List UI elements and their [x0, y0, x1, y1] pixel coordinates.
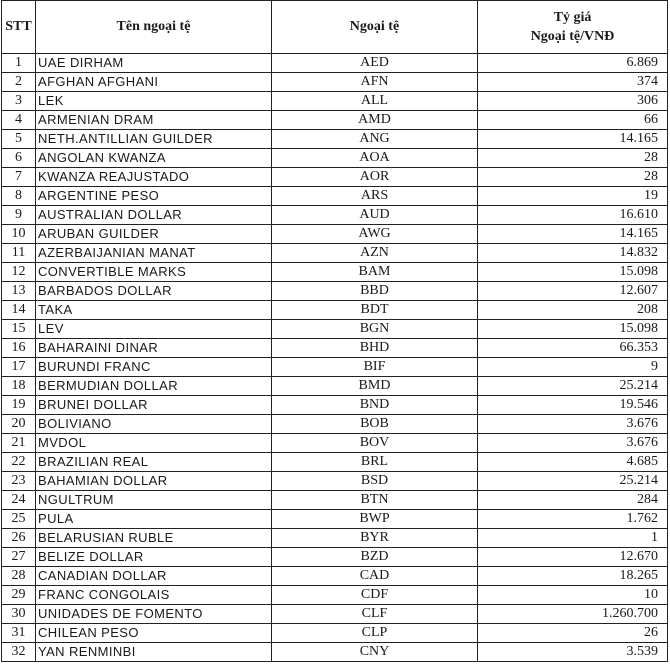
- table-row: [2, 301, 668, 320]
- table-row: [2, 491, 668, 510]
- row-number: 11: [2, 244, 36, 263]
- row-number: 7: [2, 168, 36, 187]
- row-number: 22: [2, 453, 36, 472]
- currency-code: CLF: [272, 605, 478, 624]
- row-number: 13: [2, 282, 36, 301]
- currency-code: CNY: [272, 643, 478, 662]
- exchange-rate: 14.165: [478, 130, 668, 149]
- row-number: 24: [2, 491, 36, 510]
- row-number: 16: [2, 339, 36, 358]
- table-row: [2, 643, 668, 662]
- row-number: 17: [2, 358, 36, 377]
- currency-code: BHD: [272, 339, 478, 358]
- row-number: 2: [2, 73, 36, 92]
- row-number: 23: [2, 472, 36, 491]
- currency-name: ARGENTINE PESO: [36, 187, 272, 206]
- row-number: 20: [2, 415, 36, 434]
- currency-name: FRANC CONGOLAIS: [36, 586, 272, 605]
- currency-name: BELARUSIAN RUBLE: [36, 529, 272, 548]
- exchange-rate: 3.676: [478, 434, 668, 453]
- row-number: 19: [2, 396, 36, 415]
- currency-code: AOR: [272, 168, 478, 187]
- table-row: [2, 168, 668, 187]
- exchange-rate-table: [1, 0, 668, 662]
- currency-code: CDF: [272, 586, 478, 605]
- currency-name: YAN RENMINBI: [36, 643, 272, 662]
- currency-name: UNIDADES DE FOMENTO: [36, 605, 272, 624]
- row-number: 6: [2, 149, 36, 168]
- exchange-rate: 208: [478, 301, 668, 320]
- header-rate-line2: Ngoại tệ/VNĐ: [530, 29, 615, 44]
- header-currency-code: Ngoại tệ: [272, 1, 478, 54]
- exchange-rate: 14.832: [478, 244, 668, 263]
- exchange-rate: 25.214: [478, 377, 668, 396]
- table-row: [2, 130, 668, 149]
- row-number: 9: [2, 206, 36, 225]
- currency-code: BRL: [272, 453, 478, 472]
- exchange-rate: 18.265: [478, 567, 668, 586]
- currency-code: BIF: [272, 358, 478, 377]
- currency-code: BWP: [272, 510, 478, 529]
- currency-code: ARS: [272, 187, 478, 206]
- table-header-row: [2, 1, 668, 54]
- currency-name: AZERBAIJANIAN MANAT: [36, 244, 272, 263]
- currency-code: BGN: [272, 320, 478, 339]
- exchange-rate: 15.098: [478, 320, 668, 339]
- exchange-rate: 26: [478, 624, 668, 643]
- exchange-rate: 15.098: [478, 263, 668, 282]
- currency-name: BURUNDI FRANC: [36, 358, 272, 377]
- table-row: [2, 92, 668, 111]
- currency-code: AED: [272, 54, 478, 73]
- currency-code: ALL: [272, 92, 478, 111]
- currency-code: BTN: [272, 491, 478, 510]
- table-row: [2, 54, 668, 73]
- exchange-rate: 4.685: [478, 453, 668, 472]
- currency-name: BAHARAINI DINAR: [36, 339, 272, 358]
- row-number: 25: [2, 510, 36, 529]
- row-number: 26: [2, 529, 36, 548]
- currency-name: CANADIAN DOLLAR: [36, 567, 272, 586]
- currency-name: CHILEAN PESO: [36, 624, 272, 643]
- exchange-rate: 66.353: [478, 339, 668, 358]
- exchange-rate: 19: [478, 187, 668, 206]
- currency-code: BAM: [272, 263, 478, 282]
- exchange-rate: 19.546: [478, 396, 668, 415]
- row-number: 8: [2, 187, 36, 206]
- exchange-rate: 374: [478, 73, 668, 92]
- exchange-rate: 12.670: [478, 548, 668, 567]
- table-row: [2, 548, 668, 567]
- currency-name: TAKA: [36, 301, 272, 320]
- table-row: [2, 377, 668, 396]
- exchange-rate: 16.610: [478, 206, 668, 225]
- currency-name: ARMENIAN DRAM: [36, 111, 272, 130]
- currency-name: BRUNEI DOLLAR: [36, 396, 272, 415]
- currency-name: CONVERTIBLE MARKS: [36, 263, 272, 282]
- currency-name: BOLIVIANO: [36, 415, 272, 434]
- table-body: [2, 54, 668, 662]
- currency-code: CAD: [272, 567, 478, 586]
- row-number: 1: [2, 54, 36, 73]
- exchange-rate: 1: [478, 529, 668, 548]
- exchange-rate: 3.539: [478, 643, 668, 662]
- currency-name: MVDOL: [36, 434, 272, 453]
- table-row: [2, 206, 668, 225]
- currency-name: BRAZILIAN REAL: [36, 453, 272, 472]
- currency-code: CLP: [272, 624, 478, 643]
- header-currency-name: Tên ngoại tệ: [36, 1, 272, 54]
- exchange-rate: 28: [478, 168, 668, 187]
- table-row: [2, 453, 668, 472]
- currency-code: AUD: [272, 206, 478, 225]
- row-number: 3: [2, 92, 36, 111]
- currency-code: BOV: [272, 434, 478, 453]
- table-row: [2, 244, 668, 263]
- table-row: [2, 567, 668, 586]
- exchange-rate: 9: [478, 358, 668, 377]
- table-row: [2, 320, 668, 339]
- row-number: 29: [2, 586, 36, 605]
- row-number: 31: [2, 624, 36, 643]
- header-stt: STT: [2, 1, 36, 54]
- currency-name: BAHAMIAN DOLLAR: [36, 472, 272, 491]
- exchange-rate: 28: [478, 149, 668, 168]
- table-row: [2, 358, 668, 377]
- currency-code: BYR: [272, 529, 478, 548]
- exchange-rate: 6.869: [478, 54, 668, 73]
- currency-name: NETH.ANTILLIAN GUILDER: [36, 130, 272, 149]
- table-row: [2, 396, 668, 415]
- table-row: [2, 73, 668, 92]
- row-number: 28: [2, 567, 36, 586]
- currency-code: BBD: [272, 282, 478, 301]
- header-rate-line1: Tỷ giá: [553, 10, 592, 25]
- table-row: [2, 149, 668, 168]
- table-row: [2, 263, 668, 282]
- header-exchange-rate: [478, 1, 668, 54]
- currency-name: KWANZA REAJUSTADO: [36, 168, 272, 187]
- currency-name: PULA: [36, 510, 272, 529]
- table-row: [2, 605, 668, 624]
- currency-name: LEV: [36, 320, 272, 339]
- row-number: 4: [2, 111, 36, 130]
- currency-code: BMD: [272, 377, 478, 396]
- exchange-rate: 25.214: [478, 472, 668, 491]
- currency-code: BND: [272, 396, 478, 415]
- table-row: [2, 586, 668, 605]
- currency-code: BSD: [272, 472, 478, 491]
- currency-name: BARBADOS DOLLAR: [36, 282, 272, 301]
- currency-code: AMD: [272, 111, 478, 130]
- exchange-rate: 1.762: [478, 510, 668, 529]
- table-row: [2, 624, 668, 643]
- currency-name: BERMUDIAN DOLLAR: [36, 377, 272, 396]
- exchange-rate: 14.165: [478, 225, 668, 244]
- table-row: [2, 529, 668, 548]
- table-row: [2, 434, 668, 453]
- table-row: [2, 510, 668, 529]
- table-row: [2, 111, 668, 130]
- table-row: [2, 339, 668, 358]
- exchange-rate: 284: [478, 491, 668, 510]
- row-number: 27: [2, 548, 36, 567]
- row-number: 5: [2, 130, 36, 149]
- currency-name: LEK: [36, 92, 272, 111]
- currency-code: ANG: [272, 130, 478, 149]
- row-number: 10: [2, 225, 36, 244]
- currency-name: ARUBAN GUILDER: [36, 225, 272, 244]
- currency-code: BOB: [272, 415, 478, 434]
- row-number: 30: [2, 605, 36, 624]
- table-row: [2, 415, 668, 434]
- currency-code: AFN: [272, 73, 478, 92]
- currency-code: BZD: [272, 548, 478, 567]
- exchange-rate: 12.607: [478, 282, 668, 301]
- exchange-rate: 3.676: [478, 415, 668, 434]
- row-number: 21: [2, 434, 36, 453]
- currency-name: BELIZE DOLLAR: [36, 548, 272, 567]
- currency-name: AUSTRALIAN DOLLAR: [36, 206, 272, 225]
- row-number: 12: [2, 263, 36, 282]
- exchange-rate: 1.260.700: [478, 605, 668, 624]
- table-row: [2, 282, 668, 301]
- exchange-rate: 306: [478, 92, 668, 111]
- currency-code: BDT: [272, 301, 478, 320]
- table-row: [2, 225, 668, 244]
- row-number: 15: [2, 320, 36, 339]
- table-row: [2, 187, 668, 206]
- currency-name: NGULTRUM: [36, 491, 272, 510]
- row-number: 14: [2, 301, 36, 320]
- currency-code: AZN: [272, 244, 478, 263]
- exchange-rate: 66: [478, 111, 668, 130]
- currency-name: UAE DIRHAM: [36, 54, 272, 73]
- currency-name: ANGOLAN KWANZA: [36, 149, 272, 168]
- row-number: 18: [2, 377, 36, 396]
- currency-code: AWG: [272, 225, 478, 244]
- currency-name: AFGHAN AFGHANI: [36, 73, 272, 92]
- currency-code: AOA: [272, 149, 478, 168]
- row-number: 32: [2, 643, 36, 662]
- exchange-rate: 10: [478, 586, 668, 605]
- table-row: [2, 472, 668, 491]
